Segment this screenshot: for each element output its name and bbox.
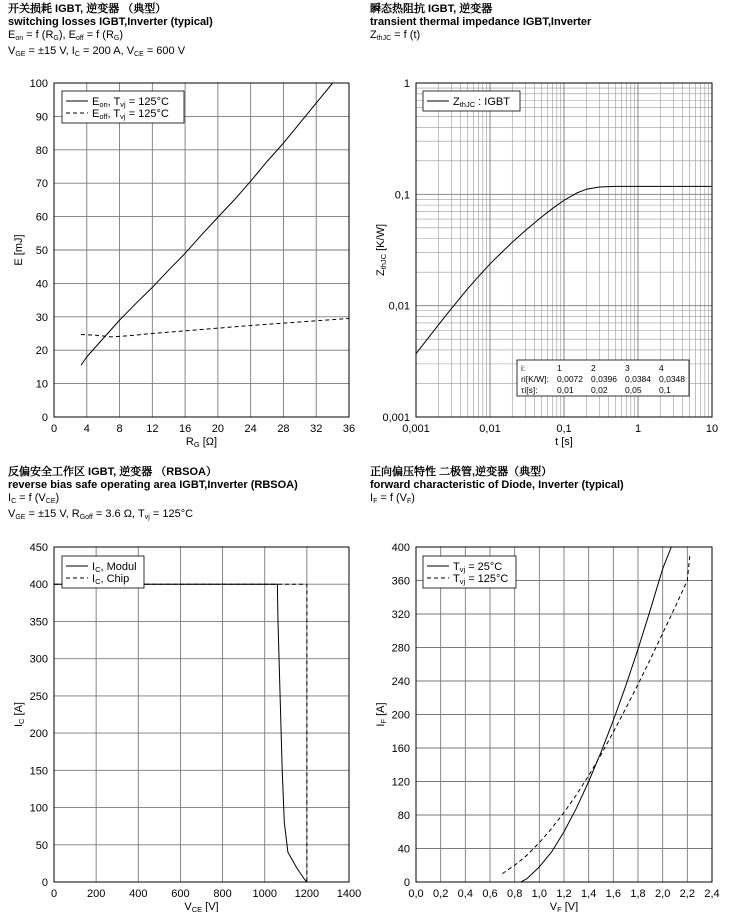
y-tick-label: 40 [397,843,410,856]
y-tick-label: 20 [35,345,48,358]
y-tick-label: 100 [29,78,48,90]
chart-conditions-line: $V_{GE} = \pm 15$ V, $I_C = 200$ A, $V_{CE} = 600$ V [8,45,186,58]
x-tick-label: 24 [244,423,257,435]
chart-title-cn: 正向偏压特性 二极管,逆变器（典型） [370,466,553,478]
legend [423,556,516,588]
x-tick-label: 2,0 [655,888,671,900]
x-tick-label: 0,4 [457,888,473,900]
y-axis-label: ZthJC [K/W] [375,223,388,277]
table-cell: 0,01 [557,385,574,395]
table-cell: 0,05 [625,385,642,395]
chart-title-cn: 瞬态热阻抗 IGBT, 逆变器 [370,3,493,15]
x-tick-label: 200 [86,888,106,900]
table-cell: 4 [659,363,664,373]
table-cell: 0,0348 [659,374,685,384]
x-tick-label: 8 [116,423,123,435]
x-tick-label: 2,4 [704,888,720,900]
x-tick-label: 0,8 [507,888,523,900]
y-tick-label: 0,01 [388,300,410,313]
y-tick-label: 0 [41,877,48,889]
x-axis-label: VF [V] [549,901,579,912]
y-tick-label: 360 [391,575,410,588]
x-tick-label: 10 [705,423,719,435]
x-tick-label: 16 [178,423,192,435]
x-tick-label: 1,2 [556,888,572,900]
y-tick-label: 30 [35,311,48,324]
x-tick-label: 1400 [336,888,362,900]
x-tick-label: 0 [50,423,58,435]
x-tick-label: 0,0 [408,888,424,900]
y-tick-label: 80 [397,810,410,822]
y-tick-label: 90 [35,111,48,124]
x-axis-label: RG [Ω] [185,436,218,449]
table-cell: 0,0072 [557,374,583,384]
chart-title: forward characteristic of Diode, Inverter (typical) [370,479,624,491]
table-cell: 1 [557,363,562,373]
y-tick-label: 300 [29,653,48,666]
x-tick-label: 32 [310,423,323,435]
table-cell: τi[s]: [521,385,538,395]
table-cell: 0,0396 [591,374,617,384]
y-tick-label: 40 [35,278,48,291]
legend-entry: Eon, Tvj = 125°C [92,96,169,109]
x-tick-label: 1,8 [630,888,646,900]
y-tick-label: 70 [35,178,48,191]
y-axis-label: E [mJ] [13,234,25,266]
table-cell: ri[K/W]: [521,374,549,384]
x-tick-label: 400 [129,888,148,900]
x-tick-label: 1,0 [531,888,547,900]
table-cell: 2 [591,363,596,373]
table-cell: 0,0384 [625,374,651,384]
x-tick-label: 0,01 [479,423,501,435]
y-tick-label: 0,001 [382,412,410,424]
y-tick-label: 350 [29,616,48,629]
y-tick-label: 50 [35,245,48,257]
x-axis-label: VCE [V] [184,901,219,912]
x-tick-label: 0,2 [433,888,449,900]
x-tick-label: 36 [342,423,356,435]
legend-entry: Tvj = 125°C [453,573,509,586]
y-tick-label: 0 [403,877,410,889]
y-tick-label: 0 [41,412,48,424]
legend-entry: IC, Chip [92,573,130,586]
x-tick-label: 0,6 [482,888,498,900]
chart-conditions-line: $V_{GE} = \pm 15$ V, $R_{Goff} = 3.6$ Ω, $T_{vj} = 125^\circ C$ [8,508,194,521]
legend-entry: Eoff, Tvj = 125°C [92,108,169,121]
chart-function-line: $I_C = f$ $(V_{CE})$ [8,492,60,505]
y-tick-label: 160 [391,743,410,755]
y-tick-label: 200 [391,709,410,722]
y-tick-label: 450 [29,542,48,554]
x-tick-label: 1,4 [581,888,597,900]
x-tick-label: 4 [83,423,90,435]
table-cell: 0,1 [659,385,671,395]
y-tick-label: 1 [403,78,410,90]
x-tick-label: 1000 [252,888,277,900]
table-cell: i: [521,363,526,373]
chart-title: reverse bias safe operating area IGBT,Inverter (RBSOA) [8,479,298,491]
y-tick-label: 320 [391,609,410,621]
y-tick-label: 150 [29,765,48,778]
chart-function-line: $I_F = f$ $(V_F)$ [370,492,415,505]
x-tick-label: 1200 [294,888,320,900]
y-tick-label: 120 [391,776,410,789]
x-tick-label: 600 [171,888,190,900]
x-axis-label: t [s] [555,436,573,448]
y-tick-label: 400 [391,542,410,554]
chart-title: switching losses IGBT,Inverter (typical) [8,16,213,28]
y-tick-label: 240 [391,676,410,688]
legend-entry: IC, Modul [92,561,137,574]
legend-entry: ZthJC : IGBT [453,96,510,109]
chart-title-cn: 开关损耗 IGBT, 逆变器 （典型） [8,3,167,15]
y-tick-label: 80 [35,144,48,157]
x-tick-label: 12 [146,423,159,435]
y-tick-label: 50 [35,839,48,852]
x-tick-label: 2,2 [679,888,695,900]
y-tick-label: 60 [35,211,48,224]
x-tick-label: 20 [211,423,225,435]
table-cell: 3 [625,363,630,373]
x-tick-label: 28 [277,423,290,435]
chart-title-cn: 反偏安全工作区 IGBT, 逆变器 （RBSOA） [8,466,218,478]
x-tick-label: 0,001 [402,423,430,435]
chart-title: transient thermal impedance IGBT,Inverter [370,16,592,28]
y-tick-label: 250 [29,690,48,703]
y-tick-label: 280 [391,642,410,655]
chart-function-line: $E_{on} = f$ $(R_G)$, $E_{off} = f$ $(R_G)$ [8,29,124,42]
y-tick-label: 400 [29,579,48,592]
table-cell: 0,02 [591,385,608,395]
x-tick-label: 0 [50,888,58,900]
y-tick-label: 10 [35,378,48,391]
x-tick-label: 1 [634,423,642,435]
legend-entry: Tvj = 25°C [453,561,503,574]
y-axis-label: IF [A] [375,702,388,727]
y-tick-label: 200 [29,728,48,741]
x-tick-label: 0,1 [556,423,572,435]
x-tick-label: 1,6 [605,888,621,900]
y-tick-label: 100 [29,802,48,815]
y-tick-label: 0,1 [394,189,410,202]
chart-function-line: $Z_{thJC} = f$ (t) [370,29,421,42]
y-axis-label: IC [A] [13,702,26,727]
x-tick-label: 800 [213,888,232,900]
